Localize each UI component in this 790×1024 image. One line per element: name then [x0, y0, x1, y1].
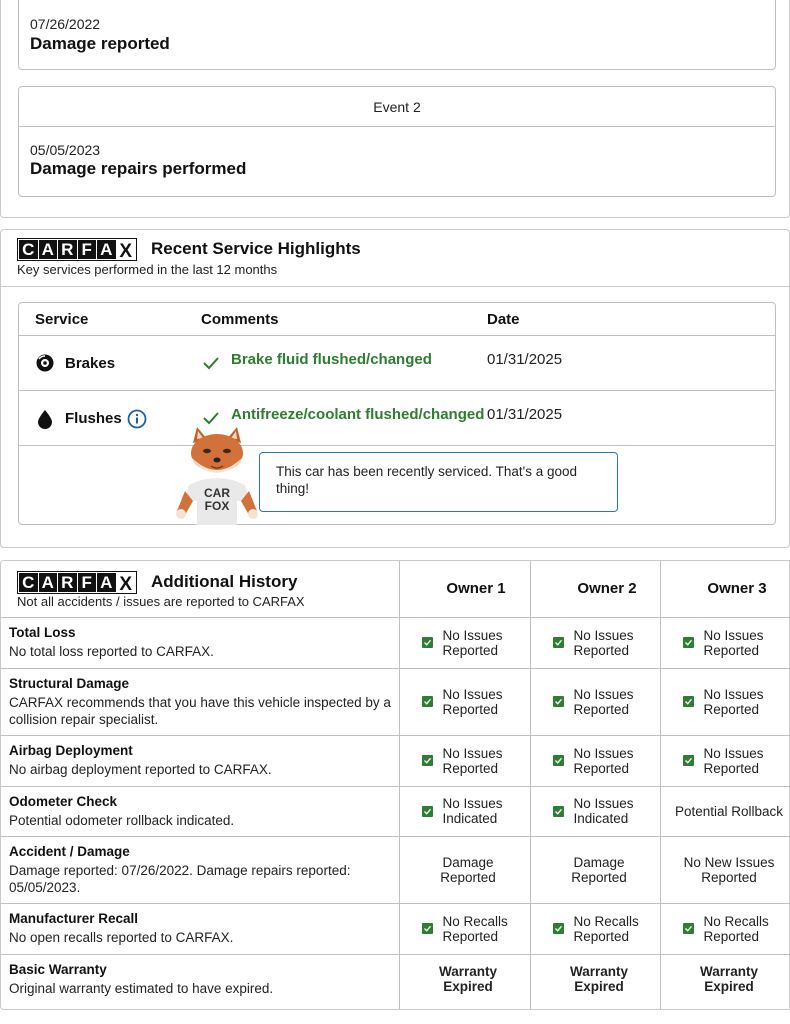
owner-3-status-cell — [664, 903, 790, 954]
info-icon[interactable] — [127, 409, 147, 429]
owner-2-status-cell — [534, 786, 664, 836]
service-name: Brakes — [65, 355, 116, 372]
service-comment: Brake fluid flushed/changed — [231, 351, 432, 368]
owner-3-status-cell — [664, 954, 790, 1004]
event-date: 07/26/2022 — [30, 16, 101, 32]
divider — [19, 445, 775, 446]
owner-1-status-cell — [403, 954, 533, 1004]
history-row-description: No total loss reported to CARFAX. — [9, 644, 214, 659]
section-subtitle: Not all accidents / issues are reported to CARFAX — [17, 594, 305, 609]
history-row-title: Odometer Check — [9, 794, 118, 809]
section-subtitle: Key services performed in the last 12 months — [17, 262, 278, 277]
divider — [1, 286, 789, 287]
checkbox-checked-icon — [422, 755, 433, 766]
event-title: Damage reported — [30, 34, 170, 53]
status-text: No Issues Indicated — [442, 796, 503, 826]
checkbox-checked-icon — [553, 755, 564, 766]
divider — [19, 390, 775, 391]
status-text: No Issues Reported — [703, 745, 764, 776]
status-text: No Issues Reported — [573, 627, 634, 658]
status-text: Damage Reported — [440, 854, 496, 885]
brake-disc-icon — [36, 354, 54, 372]
owner-2-status-cell — [534, 903, 664, 954]
event-card-2 — [18, 86, 776, 197]
checkbox-checked-icon — [553, 696, 564, 707]
section-title: Recent Service Highlights — [151, 239, 361, 258]
history-row-description: Damage reported: 07/26/2022. Damage repairs reported: 05/05/2023. — [9, 863, 351, 895]
owner-1-status-cell — [403, 617, 533, 668]
drop-icon — [36, 409, 54, 429]
fox-speech-bubble: This car has been recently serviced. That's a good thing! — [259, 452, 618, 512]
status-text: Damage Reported — [571, 854, 627, 885]
carfax-logo: C A R F A X — [17, 238, 137, 261]
additional-history-section — [0, 560, 790, 1010]
checkbox-checked-icon — [683, 696, 694, 707]
owner-2-status-cell — [534, 617, 664, 668]
checkbox-checked-icon — [683, 923, 694, 934]
status-text: No Recalls Reported — [703, 913, 769, 944]
owner-1-header: Owner 1 — [446, 580, 506, 597]
history-row-description: No airbag deployment reported to CARFAX. — [9, 762, 272, 777]
owner-3-status-cell — [664, 836, 790, 903]
owner-1-status-cell — [403, 668, 533, 735]
status-text: No Issues Reported — [573, 745, 634, 776]
status-text: No Issues Reported — [703, 686, 764, 717]
damage-events-section — [0, 0, 790, 218]
service-date: 01/31/2025 — [487, 406, 563, 423]
owner-1-status-cell — [403, 903, 533, 954]
event-title: Damage repairs performed — [30, 159, 247, 178]
status-text: No Issues Reported — [442, 745, 503, 776]
owner-3-status-cell — [664, 735, 790, 786]
status-text: No Recalls Reported — [442, 913, 508, 944]
status-text: No Issues Indicated — [573, 796, 634, 826]
status-text: Potential Rollback — [674, 803, 784, 819]
event-date: 05/05/2023 — [30, 142, 101, 158]
owner-3-header: Owner 3 — [707, 580, 767, 597]
service-name: Flushes — [65, 410, 122, 427]
status-text: Warranty Expired — [699, 964, 758, 994]
status-text: Warranty Expired — [438, 964, 497, 994]
history-row-title: Accident / Damage — [9, 844, 130, 859]
history-row-title: Structural Damage — [9, 676, 130, 691]
section-title: Additional History — [151, 572, 298, 591]
history-row-title: Manufacturer Recall — [9, 911, 139, 926]
history-row-title: Airbag Deployment — [9, 743, 133, 758]
column-header-service: Service — [35, 311, 89, 328]
owner-2-status-cell — [534, 836, 664, 903]
owner-2-status-cell — [534, 954, 664, 1004]
checkmark-icon — [202, 410, 220, 426]
history-row-title: Total Loss — [9, 625, 76, 640]
history-row-description: Original warranty estimated to have expired. — [9, 981, 274, 996]
checkbox-checked-icon — [553, 923, 564, 934]
owner-2-header: Owner 2 — [577, 580, 637, 597]
owner-1-status-cell — [403, 786, 533, 836]
status-text: Warranty Expired — [569, 964, 628, 994]
checkmark-icon — [202, 355, 220, 371]
history-row-description: CARFAX recommends that you have this vehicle inspected by a collision repair specialist. — [9, 695, 391, 727]
history-row-description: Potential odometer rollback indicated. — [9, 813, 235, 828]
status-text: No Issues Reported — [442, 627, 503, 658]
event-card-1 — [18, 0, 776, 70]
divider — [19, 335, 775, 336]
checkbox-checked-icon — [422, 637, 433, 648]
divider — [399, 561, 400, 1009]
carfox-mascot-image — [175, 427, 259, 525]
status-text: No Issues Reported — [573, 686, 634, 717]
column-header-date: Date — [487, 311, 520, 328]
column-header-comments: Comments — [201, 311, 279, 328]
event-header: Event 2 — [19, 87, 775, 127]
owner-1-status-cell — [403, 735, 533, 786]
history-row-title: Basic Warranty — [9, 962, 107, 977]
service-comment: Antifreeze/coolant flushed/changed — [231, 406, 485, 423]
status-text: No Recalls Reported — [573, 913, 639, 944]
owner-2-status-cell — [534, 735, 664, 786]
checkbox-checked-icon — [683, 755, 694, 766]
checkbox-checked-icon — [422, 806, 433, 817]
fox-shirt-text: FOX — [204, 499, 230, 513]
checkbox-checked-icon — [422, 696, 433, 707]
status-text: No Issues Reported — [703, 627, 764, 658]
owner-3-status-cell — [664, 786, 790, 836]
owner-3-status-cell — [664, 668, 790, 735]
checkbox-checked-icon — [422, 923, 433, 934]
status-text: No Issues Reported — [442, 686, 503, 717]
owner-3-status-cell — [664, 617, 790, 668]
checkbox-checked-icon — [553, 637, 564, 648]
fox-shirt-text: CAR — [204, 486, 230, 500]
owner-2-status-cell — [534, 668, 664, 735]
status-text: No New Issues Reported — [683, 854, 775, 885]
owner-1-status-cell — [403, 836, 533, 903]
checkbox-checked-icon — [683, 637, 694, 648]
history-row-description: No open recalls reported to CARFAX. — [9, 930, 234, 945]
checkbox-checked-icon — [553, 806, 564, 817]
service-date: 01/31/2025 — [487, 351, 563, 368]
carfax-logo: C A R F A X — [17, 571, 137, 594]
